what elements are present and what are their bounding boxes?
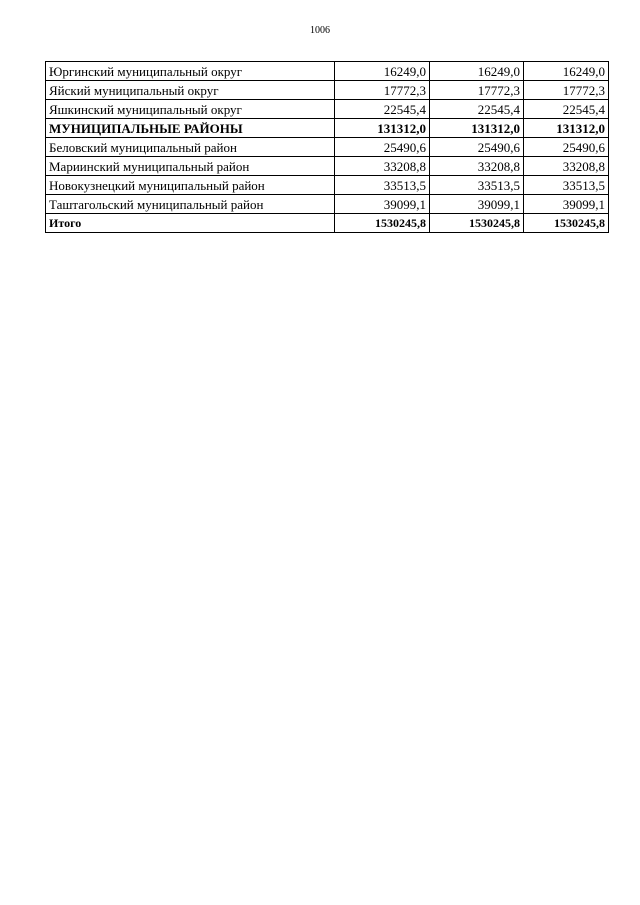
row-value-2: 25490,6 [430, 138, 524, 157]
row-name: Таштагольский муниципальный район [46, 195, 335, 214]
total-value-1: 1530245,8 [335, 214, 430, 233]
row-value-3: 17772,3 [524, 81, 609, 100]
row-value-2: 131312,0 [430, 119, 524, 138]
row-value-2: 22545,4 [430, 100, 524, 119]
row-value-3: 25490,6 [524, 138, 609, 157]
row-value-2: 33208,8 [430, 157, 524, 176]
total-label: Итого [46, 214, 335, 233]
row-value-1: 25490,6 [335, 138, 430, 157]
row-value-1: 16249,0 [335, 62, 430, 81]
row-value-1: 33513,5 [335, 176, 430, 195]
row-name: Яйский муниципальный округ [46, 81, 335, 100]
row-value-3: 39099,1 [524, 195, 609, 214]
row-value-1: 33208,8 [335, 157, 430, 176]
table-row [46, 81, 609, 100]
table-row [46, 176, 609, 195]
row-value-3: 33513,5 [524, 176, 609, 195]
table-row [46, 62, 609, 81]
table-row [46, 195, 609, 214]
row-value-2: 33513,5 [430, 176, 524, 195]
row-value-2: 17772,3 [430, 81, 524, 100]
total-value-3: 1530245,8 [524, 214, 609, 233]
row-value-3: 16249,0 [524, 62, 609, 81]
row-value-3: 131312,0 [524, 119, 609, 138]
section-header-row [46, 119, 609, 138]
row-name: МУНИЦИПАЛЬНЫЕ РАЙОНЫ [46, 119, 335, 138]
row-value-1: 131312,0 [335, 119, 430, 138]
total-value-2: 1530245,8 [430, 214, 524, 233]
total-row [46, 214, 609, 233]
table-row [46, 100, 609, 119]
row-name: Яшкинский муниципальный округ [46, 100, 335, 119]
row-name: Беловский муниципальный район [46, 138, 335, 157]
row-name: Юргинский муниципальный округ [46, 62, 335, 81]
page-number: 1006 [310, 25, 330, 36]
table-row [46, 157, 609, 176]
row-value-1: 17772,3 [335, 81, 430, 100]
table-row [46, 138, 609, 157]
row-value-3: 33208,8 [524, 157, 609, 176]
row-value-2: 39099,1 [430, 195, 524, 214]
row-value-3: 22545,4 [524, 100, 609, 119]
row-value-2: 16249,0 [430, 62, 524, 81]
row-name: Мариинский муниципальный район [46, 157, 335, 176]
row-name: Новокузнецкий муниципальный район [46, 176, 335, 195]
row-value-1: 22545,4 [335, 100, 430, 119]
row-value-1: 39099,1 [335, 195, 430, 214]
budget-table [45, 61, 609, 233]
